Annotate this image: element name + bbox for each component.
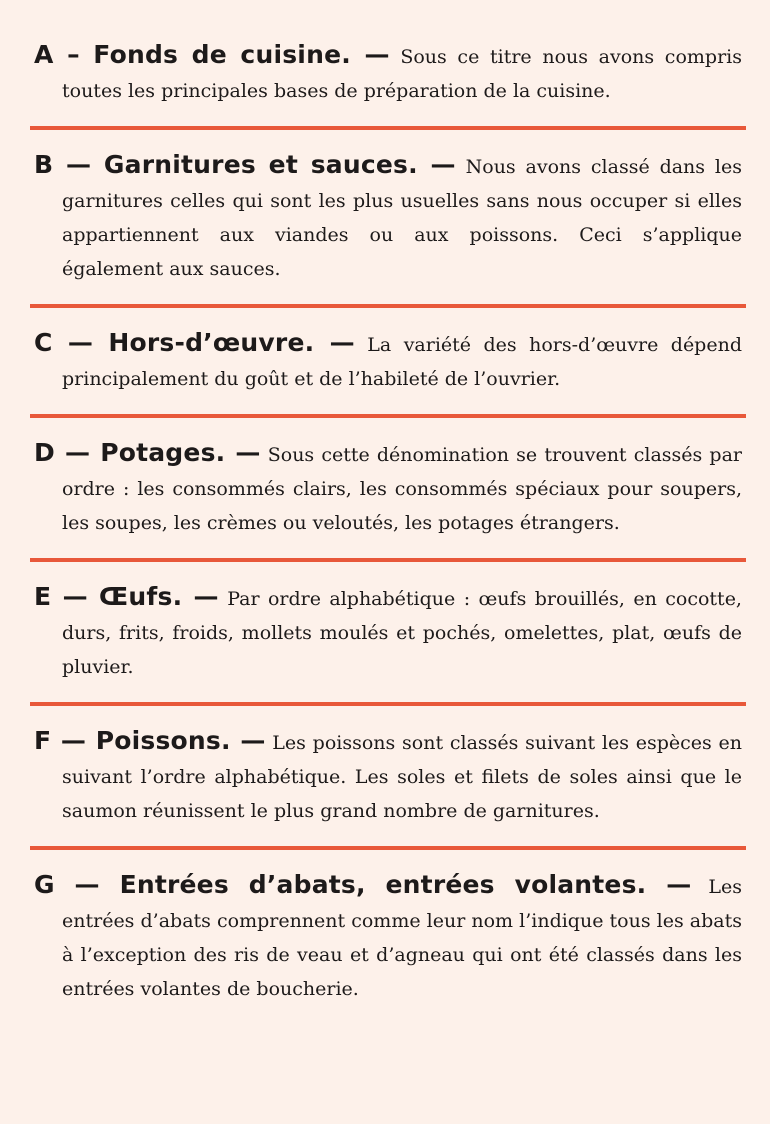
section-divider: [30, 702, 746, 706]
section-heading: B — Garnitures et sauces. —: [34, 150, 456, 179]
section-body: Nous avons classé dans les garnitures celles qui sont les plus usuelles sans nous occuper si elles appartiennent aux viandes ou aux poissons. Ceci s’applique également aux sauces.: [62, 156, 742, 280]
section-b: [34, 148, 742, 286]
section-body: Les entrées d’abats comprennent comme leur nom l’indique tous les abats à l’exception des ris de veau et d’agneau qui ont été classés dans les entrées volantes de boucherie.: [62, 876, 742, 1000]
section-paragraph: [34, 724, 742, 828]
section-divider: [30, 414, 746, 418]
section-heading: D — Potages. —: [34, 438, 261, 467]
section-heading: G — Entrées d’abats, entrées volantes. —: [34, 870, 692, 899]
section-c: [34, 326, 742, 396]
section-paragraph: [34, 148, 742, 286]
section-f: [34, 724, 742, 828]
section-d: [34, 436, 742, 540]
section-divider: [30, 304, 746, 308]
section-body: La variété des hors-d’œuvre dépend principalement du goût et de l’habileté de l’ouvrier.: [62, 334, 742, 390]
section-body: Par ordre alphabétique : œufs brouillés, en cocotte, durs, frits, froids, mollets moulés et pochés, omelettes, plat, œufs de pluvier.: [62, 588, 742, 678]
section-body: Les poissons sont classés suivant les espèces en suivant l’ordre alphabétique. Les soles et filets de soles ainsi que le saumon réunissent le plus grand nombre de garnitures.: [62, 732, 743, 822]
section-paragraph: [34, 326, 742, 396]
section-paragraph: [34, 38, 742, 108]
section-a: [34, 38, 742, 108]
section-heading: A – Fonds de cuisine. —: [34, 40, 390, 69]
section-paragraph: [34, 868, 742, 1006]
section-heading: E — Œufs. —: [34, 582, 219, 611]
section-divider: [30, 846, 746, 850]
section-g: [34, 868, 742, 1006]
section-paragraph: [34, 580, 742, 684]
section-divider: [30, 126, 746, 130]
section-body: Sous ce titre nous avons compris toutes les principales bases de préparation de la cuisine.: [62, 46, 742, 102]
section-body: Sous cette dénomination se trouvent classés par ordre : les consommés clairs, les consommés spéciaux pour soupers, les soupes, les crèmes ou veloutés, les potages étrangers.: [62, 444, 742, 534]
section-heading: C — Hors-d’œuvre. —: [34, 328, 355, 357]
section-divider: [30, 558, 746, 562]
section-e: [34, 580, 742, 684]
section-paragraph: [34, 436, 742, 540]
section-heading: F — Poissons. —: [34, 726, 266, 755]
